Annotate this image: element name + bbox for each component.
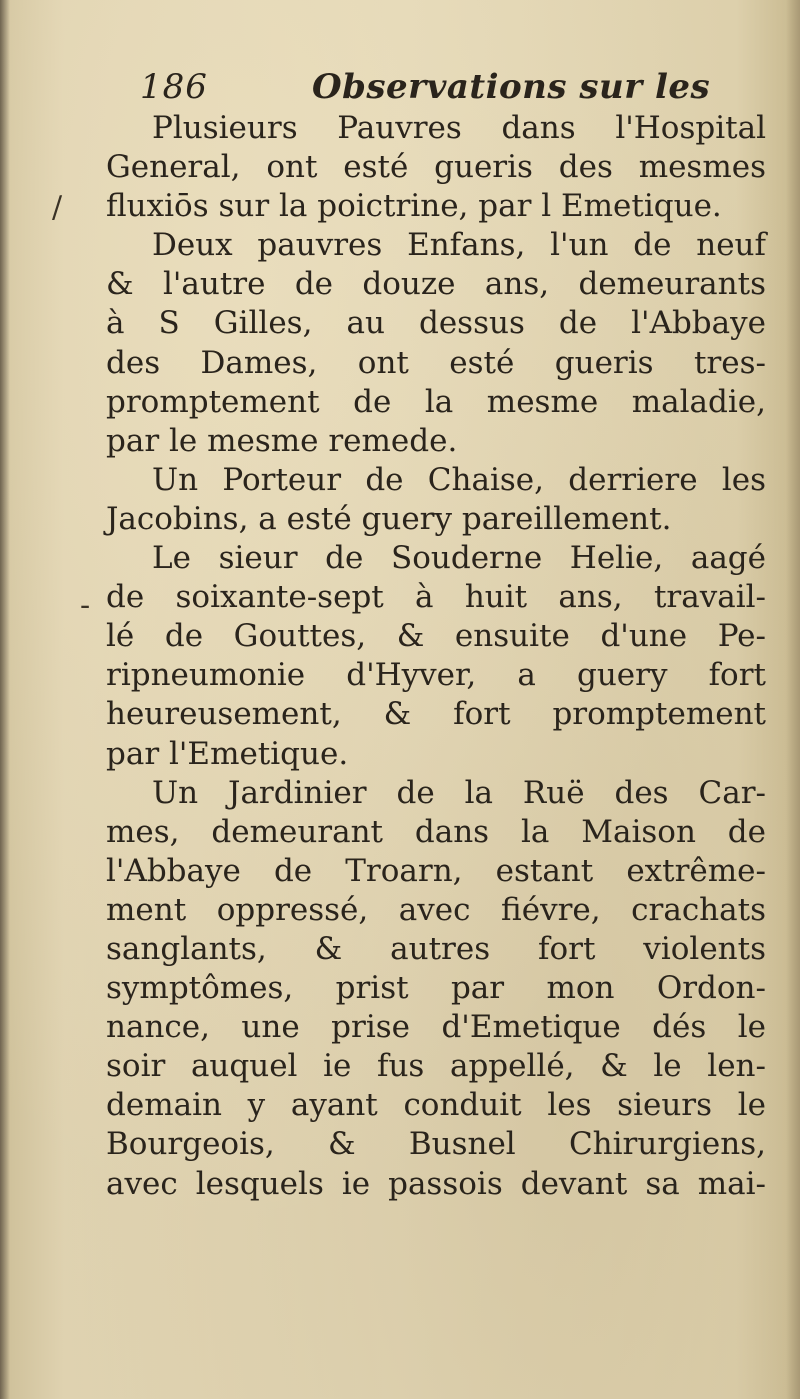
text-line: par le mesme remede. [106, 422, 458, 459]
margin-mark: / [52, 190, 63, 225]
page-header [140, 62, 740, 112]
text-line: mes, demeurant dans la Maison de [106, 813, 766, 850]
text-line: avec lesquels ie passois devant sa mai- [106, 1165, 766, 1202]
text-line: heureusement, & fort promptement [106, 696, 766, 733]
text-line: Le sieur de Souderne Helie, aagé [152, 540, 766, 577]
text-line: promptement de la mesme maladie, [106, 383, 766, 420]
text-line: & l'autre de douze ans, demeurants [106, 266, 766, 303]
text-line: Jacobins, a esté guery pareillement. [106, 500, 672, 537]
text-line: de soixante-sept à huit ans, travail- [106, 579, 766, 616]
gutter-shadow [0, 0, 10, 1399]
text-line: sanglants, & autres fort violents [106, 930, 766, 967]
text-line: à S Gilles, au dessus de l'Abbaye [106, 305, 766, 342]
text-line: par l'Emetique. [106, 735, 349, 772]
text-line: Bourgeois, & Busnel Chirurgiens, [106, 1126, 766, 1163]
running-head: Observations sur les [312, 67, 711, 107]
text-line: fluxiōs sur la poictrine, par l Emetique. [106, 188, 722, 225]
text-line: des Dames, ont esté gueris tres- [106, 344, 766, 381]
margin-dash: - [80, 588, 91, 623]
text-line: Un Porteur de Chaise, derriere les [152, 461, 766, 498]
page-number: 186 [140, 67, 208, 107]
text-line: soir auquel ie fus appellé, & le len- [106, 1048, 766, 1085]
text-line: Un Jardinier de la Ruë des Car- [152, 774, 766, 811]
text-line: General, ont esté gueris des mesmes [106, 149, 766, 186]
text-line: ripneumonie d'Hyver, a guery fort [106, 657, 766, 694]
page-body [106, 109, 766, 1204]
text-line: symptômes, prist par mon Ordon- [106, 970, 766, 1007]
text-line: Deux pauvres Enfans, l'un de neuf [152, 227, 766, 264]
text-line: Plusieurs Pauvres dans l'Hospital [152, 110, 766, 146]
text-line: nance, une prise d'Emetique dés le [106, 1009, 766, 1046]
page-edge [786, 0, 800, 1399]
text-line: ment oppressé, avec fiévre, crachats [106, 891, 766, 928]
text-line: lé de Gouttes, & ensuite d'une Pe- [106, 618, 766, 655]
text-line: demain y ayant conduit les sieurs le [106, 1087, 766, 1124]
text-line: l'Abbaye de Troarn, estant extrême- [106, 852, 766, 889]
